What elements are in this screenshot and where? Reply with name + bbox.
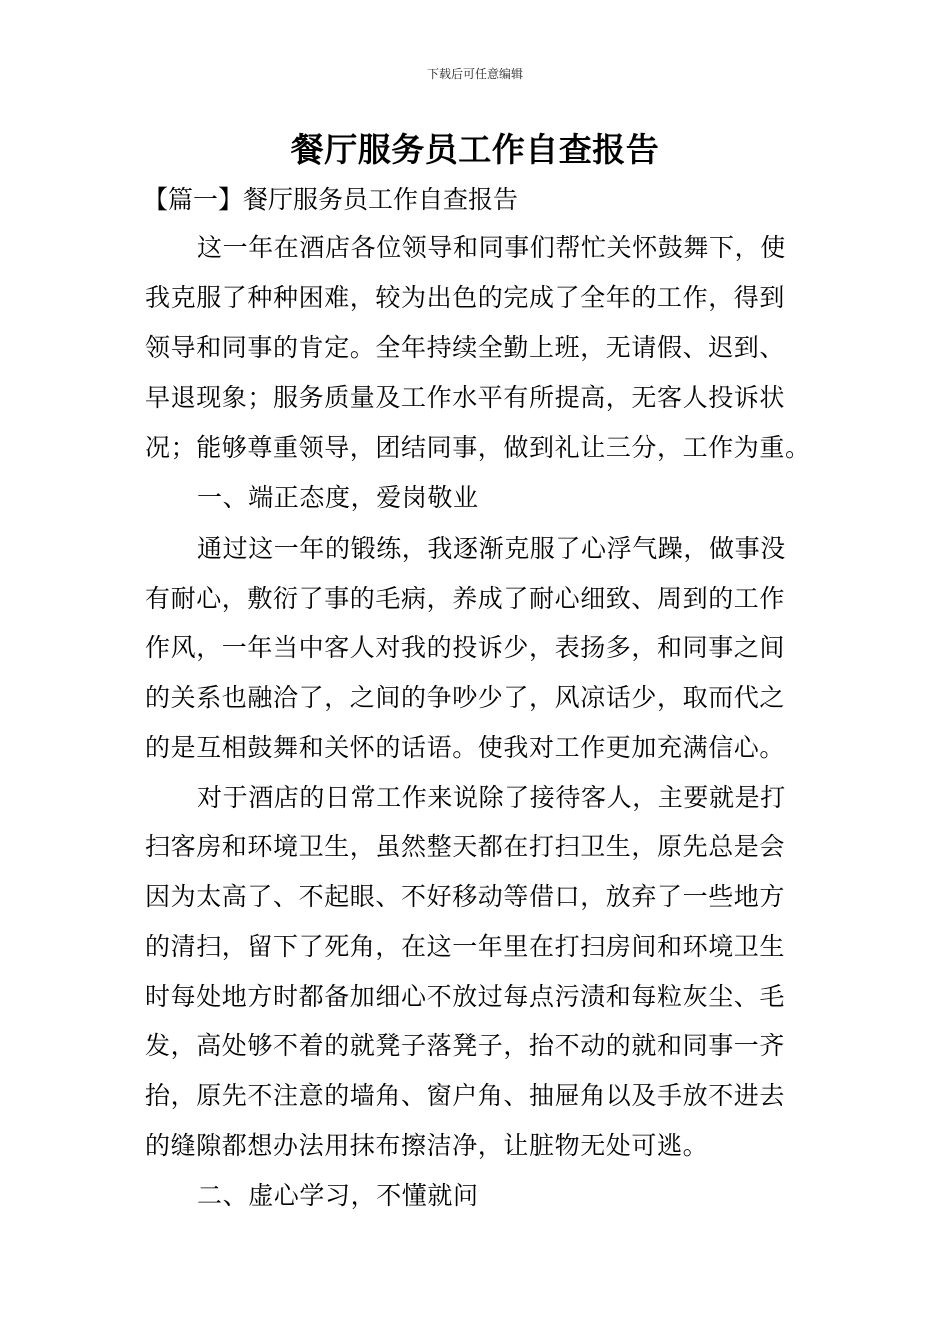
paragraph-line: 作风，一年当中客人对我的投诉少，表扬多，和同事之间: [145, 633, 786, 662]
paragraph-line: 的是互相鼓舞和关怀的话语。使我对工作更加充满信心。: [145, 733, 786, 762]
paragraph-line: 因为太高了、不起眼、不好移动等借口，放弃了一些地方: [145, 882, 786, 911]
paragraph-line: 时每处地方时都备加细心不放过每点污渍和每粒灰尘、毛: [145, 982, 786, 1011]
section-subtitle: 【篇一】餐厅服务员工作自查报告: [143, 185, 519, 214]
paragraph-line: 早退现象；服务质量及工作水平有所提高，无客人投诉状: [145, 383, 786, 412]
paragraph-line: 我克服了种种困难，较为出色的完成了全年的工作，得到: [145, 283, 786, 312]
paragraph-line: 的清扫，留下了死角，在这一年里在打扫房间和环境卫生: [145, 932, 786, 961]
paragraph-line: 有耐心，敷衍了事的毛病，养成了耐心细致、周到的工作: [145, 584, 786, 613]
section-heading: 一、端正态度，爱岗敬业: [197, 483, 479, 512]
paragraph-line: 对于酒店的日常工作来说除了接待客人，主要就是打: [197, 783, 786, 812]
paragraph-line: 的缝隙都想办法用抹布擦洁净，让脏物无处可逃。: [145, 1131, 709, 1160]
paragraph-line: 发，高处够不着的就凳子落凳子，抬不动的就和同事一齐: [145, 1031, 786, 1060]
paragraph-line: 领导和同事的肯定。全年持续全勤上班，无请假、迟到、: [145, 333, 786, 362]
paragraph-line: 这一年在酒店各位领导和同事们帮忙关怀鼓舞下，使: [197, 233, 786, 262]
paragraph-line: 通过这一年的锻练，我逐渐克服了心浮气躁，做事没: [197, 534, 786, 563]
paragraph-line: 抬，原先不注意的墙角、窗户角、抽屉角以及手放不进去: [145, 1081, 786, 1110]
paragraph-line: 的关系也融洽了，之间的争吵少了，风凉话少，取而代之: [145, 683, 786, 712]
section-heading: 二、虚心学习，不懂就问: [197, 1181, 479, 1210]
paragraph-line: 扫客房和环境卫生，虽然整天都在打扫卫生，原先总是会: [145, 832, 786, 861]
paragraph-line: 况；能够尊重领导，团结同事，做到礼让三分，工作为重。: [145, 433, 811, 462]
header-note: 下载后可任意编辑: [426, 67, 523, 81]
document-title: 餐厅服务员工作自查报告: [290, 130, 660, 169]
